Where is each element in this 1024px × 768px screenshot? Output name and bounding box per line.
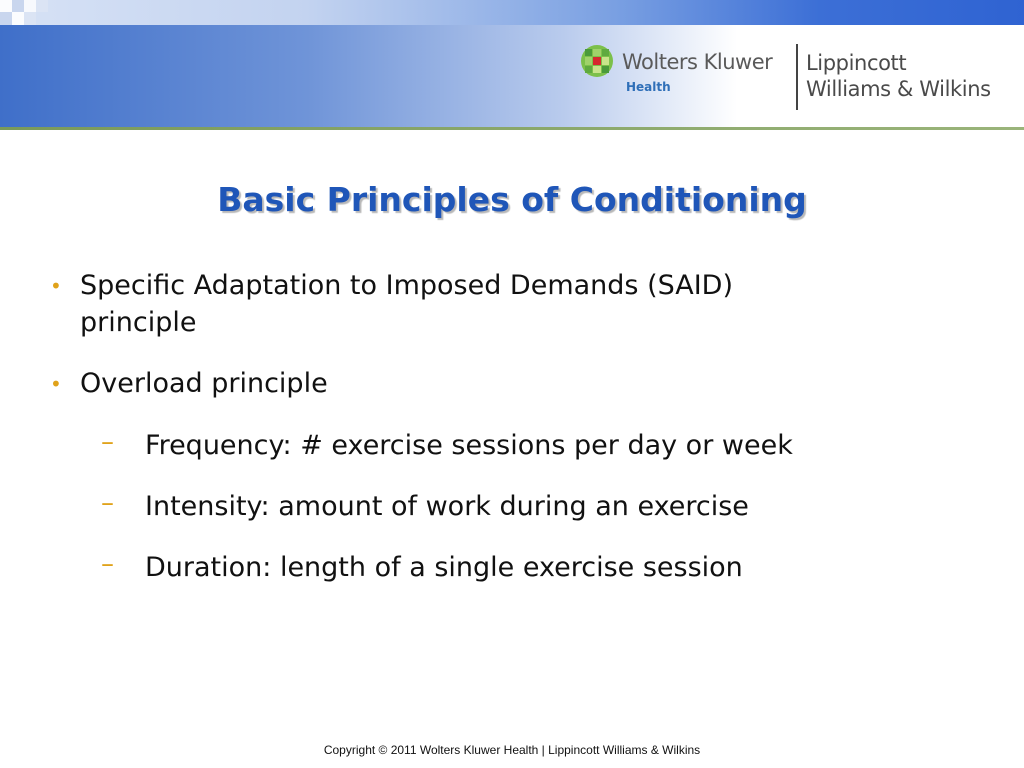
logo-division-name: Health (626, 80, 671, 94)
copyright-footer: Copyright © 2011 Wolters Kluwer Health | Lippincott Williams & Wilkins (323, 743, 701, 757)
sub-bullet-item: Intensity: amount of work during an exercise (145, 491, 749, 522)
sub-bullet-item: Frequency: # exercise sessions per day or week (145, 430, 793, 461)
sub-bullet-item: Duration: length of a single exercise session (145, 552, 743, 583)
slide-title: Basic Principles of Conditioning (217, 180, 807, 219)
bullet-text-line: Overload principle (80, 368, 328, 399)
sub-bullet-marker: – (101, 488, 114, 518)
bullet-marker: • (50, 372, 62, 396)
bullet-text-line: Specific Adaptation to Imposed Demands (SAID) (80, 270, 734, 301)
bullet-marker: • (50, 274, 62, 298)
logo-imprint-line1: Lippincott (806, 51, 907, 75)
bullet-item (80, 267, 733, 341)
bullet-item (80, 365, 328, 402)
bullet-text-line: principle (80, 307, 197, 338)
logo-company-name: Wolters Kluwer (622, 50, 773, 74)
sub-bullet-marker: – (101, 549, 114, 579)
logo-imprint-line2: Williams & Wilkins (806, 77, 991, 101)
sub-bullet-marker: – (101, 427, 114, 457)
